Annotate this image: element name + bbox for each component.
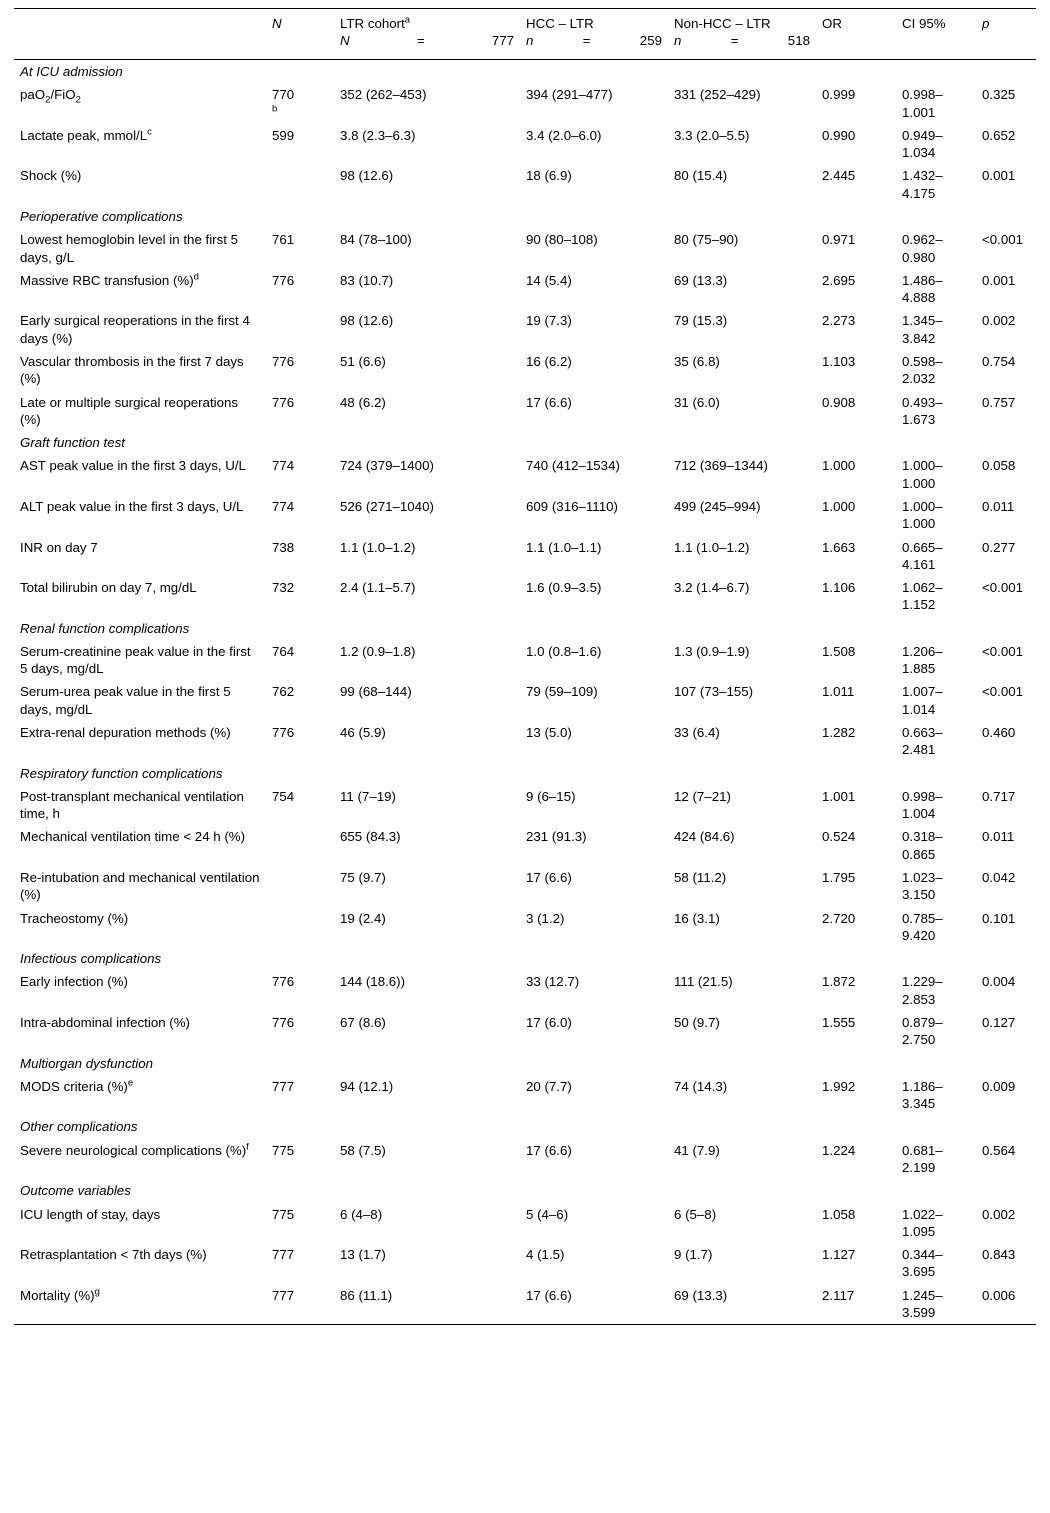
cell-non-hcc-ltr: 1.1 (1.0–1.2) <box>674 539 750 555</box>
header-ci: CI 95% <box>902 16 946 31</box>
cell-or: 2.445 <box>822 168 856 184</box>
cell-ltr-cohort: 2.4 (1.1–5.7) <box>340 580 416 596</box>
row-label: AST peak value in the first 3 days, U/L <box>20 458 246 474</box>
table-row <box>14 391 1036 432</box>
cell-ci: 0.962–0.980 <box>902 232 943 265</box>
table-row <box>14 680 1036 721</box>
cell-or: 1.000 <box>822 498 856 514</box>
cell-or: 1.282 <box>822 725 856 741</box>
header-n: N <box>272 16 282 31</box>
cell-non-hcc-ltr: 6 (5–8) <box>674 1206 717 1222</box>
cell-hcc-ltr: 13 (5.0) <box>526 725 572 741</box>
cell-p: 0.325 <box>982 87 1016 103</box>
cell-or: 2.273 <box>822 313 856 329</box>
row-label: Shock (%) <box>20 168 82 184</box>
cell-p: 0.001 <box>982 272 1016 288</box>
cell-ci: 1.432–4.175 <box>902 168 943 201</box>
cell-ci: 0.598–2.032 <box>902 353 943 387</box>
cell-non-hcc-ltr: 35 (6.8) <box>674 353 720 369</box>
row-label: paO$_2$/FiO$_2$ <box>20 87 81 106</box>
row-label: Lowest hemoglobin level in the first 5 days, g/L <box>20 232 239 265</box>
cell-hcc-ltr: 17 (6.6) <box>526 1287 572 1303</box>
cell-non-hcc-ltr: 58 (11.2) <box>674 870 727 885</box>
row-label: Retrasplantation < 7th days (%) <box>20 1247 207 1263</box>
cell-ci: 1.206–1.885 <box>902 643 943 677</box>
cell-ltr-cohort: 1.1 (1.0–1.2) <box>340 539 416 555</box>
cell-hcc-ltr: 20 (7.7) <box>526 1078 572 1094</box>
cell-hcc-ltr: 79 (59–109) <box>526 684 598 700</box>
cell-hcc-ltr: 17 (6.0) <box>526 1014 572 1030</box>
cell-ci: 0.998–1.004 <box>902 788 943 822</box>
table-row <box>14 576 1036 617</box>
cell-or: 0.990 <box>822 127 856 143</box>
cell-non-hcc-ltr: 3.3 (2.0–5.5) <box>674 127 750 143</box>
table-row <box>14 164 1036 205</box>
cell-non-hcc-ltr: 50 (9.7) <box>674 1014 720 1030</box>
cell-or: 0.999 <box>822 87 856 103</box>
cell-hcc-ltr: 3 (1.2) <box>526 910 565 926</box>
cell-hcc-ltr: 1.6 (0.9–3.5) <box>526 580 602 596</box>
table-section-row <box>14 431 1036 454</box>
cell-ci: 1.345–3.842 <box>902 313 943 346</box>
cell-non-hcc-ltr: 111 (21.5) <box>674 974 733 990</box>
header-or: OR <box>822 16 842 31</box>
cell-hcc-ltr: 33 (12.7) <box>526 974 580 990</box>
cell-ci: 1.062–1.152 <box>902 580 943 613</box>
cell-ltr-cohort: 6 (4–8) <box>340 1206 383 1222</box>
footnote-marker: f <box>246 1141 249 1153</box>
cell-hcc-ltr: 740 (412–1534) <box>526 458 620 474</box>
cell-non-hcc-ltr: 79 (15.3) <box>674 313 728 329</box>
table-section-row <box>14 762 1036 785</box>
table-section-row <box>14 60 1036 84</box>
cell-or: 1.001 <box>822 788 856 804</box>
cell-ci: 0.344–3.695 <box>902 1247 943 1280</box>
table-section-row <box>14 617 1036 640</box>
cell-p: 0.460 <box>982 725 1016 741</box>
cell-n: 776 <box>272 725 295 741</box>
cell-or: 1.555 <box>822 1014 856 1030</box>
cell-n: 776 <box>272 974 295 990</box>
cell-p: 0.006 <box>982 1287 1016 1303</box>
section-heading: Renal function complications <box>20 620 190 636</box>
cell-hcc-ltr: 18 (6.9) <box>526 168 572 184</box>
table-body <box>14 60 1036 1325</box>
table-row <box>14 1284 1036 1325</box>
row-label: INR on day 7 <box>20 539 98 555</box>
cell-n: 762 <box>272 684 295 700</box>
cell-hcc-ltr: 17 (6.6) <box>526 1142 572 1158</box>
cell-p: <0.001 <box>982 580 1024 596</box>
row-label: Massive RBC transfusion (%)$^d$ <box>20 271 199 288</box>
cell-ci: 0.785–9.420 <box>902 910 943 943</box>
table-section-row <box>14 1115 1036 1138</box>
section-heading: At ICU admission <box>20 64 123 80</box>
cell-p: 0.757 <box>982 394 1016 410</box>
cell-ci: 0.998–1.001 <box>902 87 943 120</box>
cell-ci: 0.949–1.034 <box>902 127 943 161</box>
cell-ltr-cohort: 526 (271–1040) <box>340 498 434 514</box>
cell-p: 0.011 <box>982 498 1015 514</box>
cell-ci: 1.486–4.888 <box>902 272 943 306</box>
cell-or: 0.908 <box>822 394 856 410</box>
row-label: Serum-urea peak value in the first 5 days, mg/dL <box>20 684 231 717</box>
cell-p: 0.277 <box>982 539 1016 555</box>
row-label: Re-intubation and mechanical ventilation (%) <box>20 870 260 903</box>
cell-ltr-cohort: 724 (379–1400) <box>340 458 434 474</box>
section-heading: Respiratory function complications <box>20 765 223 781</box>
cell-ltr-cohort: 67 (8.6) <box>340 1014 386 1030</box>
cell-n: 764 <box>272 643 295 659</box>
row-label: Serum-creatinine peak value in the first 5 days, mg/dL <box>20 643 251 677</box>
row-label: Early infection (%) <box>20 974 128 990</box>
table-row <box>14 640 1036 681</box>
cell-ltr-cohort: 86 (11.1) <box>340 1287 393 1303</box>
row-label: Mechanical ventilation time < 24 h (%) <box>20 829 246 845</box>
cell-non-hcc-ltr: 331 (252–429) <box>674 87 761 103</box>
cell-non-hcc-ltr: 3.2 (1.4–6.7) <box>674 580 750 596</box>
cell-hcc-ltr: 19 (7.3) <box>526 313 572 329</box>
cell-p: 0.843 <box>982 1247 1016 1263</box>
cell-ci: 1.023–3.150 <box>902 870 943 903</box>
cell-ltr-cohort: 98 (12.6) <box>340 313 394 329</box>
table-header <box>14 9 1036 60</box>
footnote-marker-a: a <box>404 14 411 26</box>
cell-non-hcc-ltr: 712 (369–1344) <box>674 458 768 474</box>
table-row <box>14 269 1036 310</box>
cell-ci: 1.229–2.853 <box>902 974 943 1007</box>
row-label: Post-transplant mechanical ventilation time, h <box>20 788 244 822</box>
cell-n: 761 <box>272 232 295 248</box>
table-row <box>14 495 1036 536</box>
table-row <box>14 1011 1036 1052</box>
cell-or: 1.127 <box>822 1247 856 1263</box>
cell-ltr-cohort: 94 (12.1) <box>340 1078 394 1094</box>
table-row <box>14 825 1036 866</box>
footnote-marker: d <box>193 271 199 283</box>
row-label: Severe neurological complications (%)$^f$ <box>20 1141 249 1158</box>
cell-or: 1.103 <box>822 353 856 369</box>
cell-ci: 0.879–2.750 <box>902 1014 943 1048</box>
cell-hcc-ltr: 14 (5.4) <box>526 272 572 288</box>
cell-p: 0.101 <box>982 910 1016 926</box>
section-heading: Other complications <box>20 1119 138 1135</box>
cell-p: 0.004 <box>982 974 1016 990</box>
cell-p: 0.002 <box>982 1206 1016 1222</box>
section-heading: Outcome variables <box>20 1183 131 1199</box>
cell-ci: 1.022–1.095 <box>902 1206 943 1239</box>
row-label: Total bilirubin on day 7, mg/dL <box>20 580 197 596</box>
cell-n: 775 <box>272 1142 295 1158</box>
cell-n: 754 <box>272 788 295 804</box>
table-section-row <box>14 1179 1036 1202</box>
cell-non-hcc-ltr: 9 (1.7) <box>674 1247 713 1263</box>
cell-hcc-ltr: 1.1 (1.0–1.1) <box>526 539 602 555</box>
cell-or: 1.663 <box>822 539 856 555</box>
cell-n: 774 <box>272 458 295 474</box>
cell-ci: 1.186–3.345 <box>902 1078 943 1112</box>
header-hcc-n: n = 259 <box>526 33 662 49</box>
cell-ltr-cohort: 51 (6.6) <box>340 353 386 369</box>
row-label: Extra-renal depuration methods (%) <box>20 725 231 741</box>
row-label: ALT peak value in the first 3 days, U/L <box>20 498 244 514</box>
cell-non-hcc-ltr: 16 (3.1) <box>674 910 720 926</box>
row-label: Intra-abdominal infection (%) <box>20 1014 190 1030</box>
cell-ltr-cohort: 83 (10.7) <box>340 272 394 288</box>
cell-or: 1.106 <box>822 580 856 596</box>
table-row <box>14 970 1036 1011</box>
table-section-row <box>14 205 1036 228</box>
cell-p: 0.058 <box>982 458 1016 474</box>
header-blank <box>14 9 266 60</box>
table-row <box>14 1243 1036 1284</box>
table-row <box>14 228 1036 269</box>
cell-ltr-cohort: 84 (78–100) <box>340 232 412 248</box>
cell-non-hcc-ltr: 31 (6.0) <box>674 394 720 410</box>
table-row <box>14 350 1036 391</box>
table-row <box>14 866 1036 907</box>
cell-ltr-cohort: 1.2 (0.9–1.8) <box>340 643 416 659</box>
section-heading: Perioperative complications <box>20 209 183 224</box>
cell-ci: 1.007–1.014 <box>902 684 943 717</box>
cell-ltr-cohort: 48 (6.2) <box>340 394 386 410</box>
cell-ltr-cohort: 75 (9.7) <box>340 870 386 885</box>
cell-n <box>266 907 334 948</box>
header-hcc-ltr: HCC – LTR n = 259 <box>526 16 662 49</box>
cell-ltr-cohort: 98 (12.6) <box>340 168 394 184</box>
cell-non-hcc-ltr: 80 (15.4) <box>674 168 728 184</box>
cell-p: <0.001 <box>982 643 1024 659</box>
table-row <box>14 124 1036 165</box>
cell-p: 0.717 <box>982 788 1016 804</box>
table-section-row <box>14 947 1036 970</box>
footnote-marker: b <box>272 103 278 115</box>
cell-ci: 0.663–2.481 <box>902 725 943 758</box>
cell-or: 2.720 <box>822 910 856 926</box>
cell-hcc-ltr: 231 (91.3) <box>526 829 587 845</box>
section-heading: Multiorgan dysfunction <box>20 1055 154 1071</box>
cell-ltr-cohort: 46 (5.9) <box>340 725 386 741</box>
row-label: Lactate peak, mmol/$L^c$ <box>20 126 152 143</box>
cell-n: 774 <box>272 498 295 514</box>
table-row <box>14 83 1036 124</box>
header-non-hcc-n: n = 518 <box>674 33 810 49</box>
cell-n: 776 <box>272 272 295 288</box>
cell-n: 599 <box>272 127 295 143</box>
footnote-marker: e <box>127 1077 134 1089</box>
cell-ci: 0.318–0.865 <box>902 829 943 862</box>
cell-p: 0.009 <box>982 1078 1016 1094</box>
cell-p: 0.127 <box>982 1014 1016 1030</box>
row-label: Tracheostomy (%) <box>20 910 129 926</box>
cell-p: 0.011 <box>982 829 1015 845</box>
section-heading: Graft function test <box>20 435 125 451</box>
cell-n: 776 <box>272 394 295 410</box>
table-row <box>14 1139 1036 1180</box>
cell-ci: 0.493–1.673 <box>902 394 943 427</box>
cell-ci: 0.665–4.161 <box>902 539 943 572</box>
table-row <box>14 721 1036 762</box>
cell-ci: 1.000–1.000 <box>902 458 943 491</box>
cell-hcc-ltr: 3.4 (2.0–6.0) <box>526 127 602 143</box>
cell-ltr-cohort: 58 (7.5) <box>340 1142 386 1158</box>
cell-p: 0.754 <box>982 353 1016 369</box>
cell-or: 1.795 <box>822 870 856 885</box>
cell-or: 2.695 <box>822 272 856 288</box>
table-section-row <box>14 1052 1036 1075</box>
table-row <box>14 785 1036 826</box>
cell-n: 775 <box>272 1206 295 1222</box>
cell-p: <0.001 <box>982 232 1024 248</box>
cell-ci: 0.681–2.199 <box>902 1142 943 1175</box>
cell-hcc-ltr: 16 (6.2) <box>526 353 572 369</box>
header-ltr-cohort: LTR cohort$^a$ N = 777 <box>340 14 514 49</box>
cell-non-hcc-ltr: 1.3 (0.9–1.9) <box>674 643 750 659</box>
cell-n: 777 <box>272 1287 295 1303</box>
cell-n <box>266 825 334 866</box>
cell-non-hcc-ltr: 69 (13.3) <box>674 1287 728 1303</box>
cell-non-hcc-ltr: 74 (14.3) <box>674 1078 728 1094</box>
footnote-marker: c <box>147 126 152 138</box>
cell-p: 0.002 <box>982 313 1016 329</box>
cell-n: 770 $^b$ <box>272 87 295 115</box>
header-p: p <box>982 16 990 31</box>
cell-ltr-cohort: 144 (18.6)) <box>340 974 406 990</box>
cell-or: 1.058 <box>822 1206 856 1222</box>
cell-p: <0.001 <box>982 684 1024 700</box>
table-row <box>14 907 1036 948</box>
cell-non-hcc-ltr: 424 (84.6) <box>674 829 735 845</box>
table-row <box>14 1203 1036 1244</box>
cell-or: 1.011 <box>822 684 855 700</box>
cell-non-hcc-ltr: 107 (73–155) <box>674 684 754 700</box>
cell-n <box>266 309 334 350</box>
cell-n: 776 <box>272 1014 295 1030</box>
row-label: Vascular thrombosis in the first 7 days (%) <box>20 353 244 387</box>
cell-or: 0.524 <box>822 829 856 845</box>
cell-ltr-cohort: 655 (84.3) <box>340 829 401 845</box>
cell-hcc-ltr: 9 (6–15) <box>526 788 576 804</box>
cell-or: 1.872 <box>822 974 856 990</box>
cell-ci: 1.000–1.000 <box>902 498 943 532</box>
cell-n: 738 <box>272 539 295 555</box>
cell-non-hcc-ltr: 69 (13.3) <box>674 272 728 288</box>
cell-or: 2.117 <box>822 1287 855 1303</box>
row-label: Mortality (%)$^g$ <box>20 1286 100 1303</box>
header-ltr-n: N = 777 <box>340 33 514 49</box>
cell-n: 776 <box>272 353 295 369</box>
cell-non-hcc-ltr: 499 (245–994) <box>674 498 761 514</box>
cell-ltr-cohort: 13 (1.7) <box>340 1247 386 1263</box>
cell-n <box>266 866 334 907</box>
cell-hcc-ltr: 5 (4–6) <box>526 1206 569 1222</box>
cell-hcc-ltr: 90 (80–108) <box>526 232 598 248</box>
header-non-hcc-ltr: Non-HCC – LTR n = 518 <box>674 16 810 49</box>
table-row <box>14 309 1036 350</box>
cell-p: 0.042 <box>982 870 1016 885</box>
cell-hcc-ltr: 609 (316–1110) <box>526 498 618 514</box>
cell-ltr-cohort: 19 (2.4) <box>340 910 386 926</box>
row-label: MODS criteria (%)$^e$ <box>20 1077 134 1094</box>
cell-n: 777 <box>272 1247 295 1263</box>
cell-hcc-ltr: 17 (6.6) <box>526 394 572 410</box>
row-label: Early surgical reoperations in the first 4 days (%) <box>20 313 250 346</box>
cell-or: 1.224 <box>822 1142 856 1158</box>
cell-non-hcc-ltr: 33 (6.4) <box>674 725 720 741</box>
cell-hcc-ltr: 394 (291–477) <box>526 87 613 103</box>
cell-p: 0.652 <box>982 127 1016 143</box>
cell-or: 1.992 <box>822 1078 856 1094</box>
row-label: Late or multiple surgical reoperations (%) <box>20 394 239 427</box>
row-label: ICU length of stay, days <box>20 1206 161 1222</box>
cell-or: 1.000 <box>822 458 856 474</box>
cell-hcc-ltr: 17 (6.6) <box>526 870 572 885</box>
cell-n: 732 <box>272 580 295 596</box>
results-table <box>14 8 1036 1325</box>
cell-n: 777 <box>272 1078 295 1094</box>
table-row <box>14 1075 1036 1116</box>
cell-hcc-ltr: 4 (1.5) <box>526 1247 565 1263</box>
section-heading: Infectious complications <box>20 951 162 967</box>
cell-non-hcc-ltr: 12 (7–21) <box>674 788 731 804</box>
cell-or: 1.508 <box>822 643 856 659</box>
cell-p: 0.001 <box>982 168 1016 184</box>
cell-p: 0.564 <box>982 1142 1016 1158</box>
cell-non-hcc-ltr: 41 (7.9) <box>674 1142 720 1158</box>
footnote-marker: g <box>94 1286 100 1298</box>
cell-ltr-cohort: 3.8 (2.3–6.3) <box>340 127 416 143</box>
cell-ltr-cohort: 352 (262–453) <box>340 87 427 103</box>
cell-non-hcc-ltr: 80 (75–90) <box>674 232 739 248</box>
cell-ltr-cohort: 99 (68–144) <box>340 684 412 700</box>
table-row <box>14 536 1036 577</box>
cell-ci: 1.245–3.599 <box>902 1287 943 1320</box>
table-row <box>14 454 1036 495</box>
cell-ltr-cohort: 11 (7–19) <box>340 788 396 804</box>
cell-or: 0.971 <box>822 232 856 248</box>
cell-n <box>266 164 334 205</box>
cell-hcc-ltr: 1.0 (0.8–1.6) <box>526 643 602 659</box>
